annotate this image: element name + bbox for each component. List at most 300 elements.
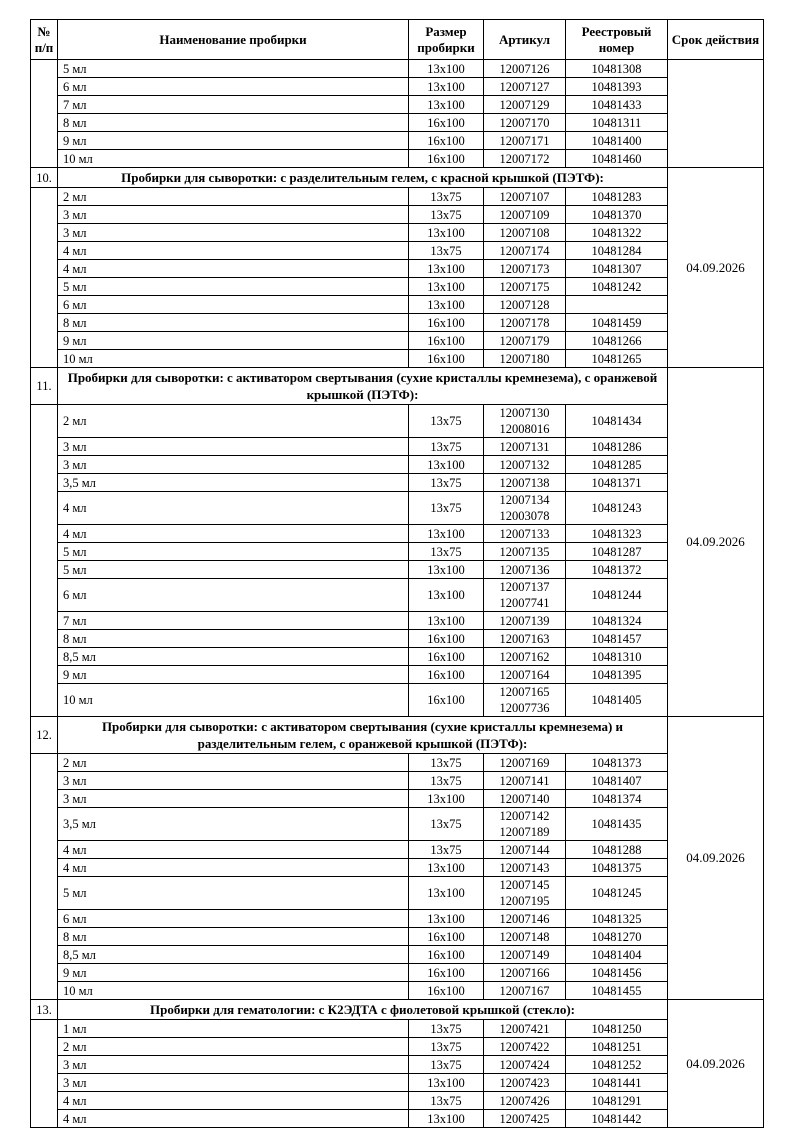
article-cell xyxy=(484,188,566,206)
tube-size-cell: 13x100 xyxy=(409,224,484,242)
article-number: 12007171 xyxy=(499,133,550,148)
article-cell xyxy=(484,772,566,790)
article-number: 12007174 xyxy=(499,243,550,258)
tube-row xyxy=(31,224,764,242)
validity-cell: 04.09.2026 xyxy=(668,168,764,368)
tube-name-cell: 10 мл xyxy=(58,982,409,1000)
row-number-cell xyxy=(31,188,58,368)
article-number: 12007143 xyxy=(499,860,550,875)
article-number: 12007134 xyxy=(499,493,550,507)
column-header-validity: Срок действия xyxy=(668,20,764,60)
tube-row xyxy=(31,859,764,877)
article-cell xyxy=(484,561,566,579)
tube-row xyxy=(31,188,764,206)
article-cell xyxy=(484,350,566,368)
article-cell xyxy=(484,96,566,114)
article-number: 12007421 xyxy=(499,1021,550,1036)
tube-name-cell: 1 мл xyxy=(58,1020,409,1038)
tube-row xyxy=(31,456,764,474)
row-number-cell xyxy=(31,754,58,1000)
tube-name-cell: 6 мл xyxy=(58,579,409,612)
tube-size-cell: 13x75 xyxy=(409,543,484,561)
reg-number-cell: 10481400 xyxy=(566,132,668,150)
article-number: 12007133 xyxy=(499,526,550,541)
tube-row xyxy=(31,982,764,1000)
article-number: 12008016 xyxy=(499,422,550,436)
tube-name-cell: 8,5 мл xyxy=(58,946,409,964)
article-cell xyxy=(484,114,566,132)
tube-name-cell: 5 мл xyxy=(58,877,409,910)
tube-row xyxy=(31,579,764,612)
article-number: 12007736 xyxy=(499,701,550,715)
tube-row xyxy=(31,114,764,132)
tube-row xyxy=(31,1056,764,1074)
article-cell xyxy=(484,132,566,150)
article-cell xyxy=(484,910,566,928)
reg-number-cell: 10481404 xyxy=(566,946,668,964)
article-cell xyxy=(484,946,566,964)
column-header-number: № п/п xyxy=(31,20,58,60)
article-number: 12007162 xyxy=(499,649,550,664)
validity-cell: 04.09.2026 xyxy=(668,368,764,717)
table-header-row xyxy=(31,20,764,60)
article-cell xyxy=(484,438,566,456)
reg-number-cell: 10481322 xyxy=(566,224,668,242)
article-cell xyxy=(484,278,566,296)
tube-name-cell: 4 мл xyxy=(58,859,409,877)
reg-number-cell: 10481266 xyxy=(566,332,668,350)
tube-name-cell: 4 мл xyxy=(58,525,409,543)
article-number: 12007424 xyxy=(499,1057,550,1072)
tube-name-cell: 3 мл xyxy=(58,224,409,242)
tube-row xyxy=(31,1110,764,1128)
tube-name-cell: 3,5 мл xyxy=(58,474,409,492)
tube-size-cell: 13x75 xyxy=(409,1038,484,1056)
tube-size-cell: 13x75 xyxy=(409,206,484,224)
article-cell xyxy=(484,612,566,630)
tube-row xyxy=(31,808,764,841)
reg-number-cell: 10481373 xyxy=(566,754,668,772)
tube-name-cell: 7 мл xyxy=(58,96,409,114)
section-number-cell: 10. xyxy=(31,168,58,188)
tube-row xyxy=(31,877,764,910)
tube-size-cell: 13x100 xyxy=(409,790,484,808)
column-header-name: Наименование пробирки xyxy=(58,20,409,60)
row-number-cell xyxy=(31,405,58,717)
validity-cell: 04.09.2026 xyxy=(668,1000,764,1128)
tube-name-cell: 4 мл xyxy=(58,841,409,859)
tube-size-cell: 16x100 xyxy=(409,132,484,150)
tube-name-cell: 10 мл xyxy=(58,684,409,717)
tube-size-cell: 16x100 xyxy=(409,964,484,982)
reg-number-cell: 10481457 xyxy=(566,630,668,648)
tube-name-cell: 9 мл xyxy=(58,332,409,350)
article-number: 12007148 xyxy=(499,929,550,944)
reg-number-cell: 10481252 xyxy=(566,1056,668,1074)
article-number: 12007126 xyxy=(499,61,550,76)
tube-name-cell: 7 мл xyxy=(58,612,409,630)
article-number: 12007172 xyxy=(499,151,550,166)
tube-name-cell: 10 мл xyxy=(58,150,409,168)
tube-size-cell: 13x75 xyxy=(409,188,484,206)
tube-name-cell: 9 мл xyxy=(58,964,409,982)
reg-number-cell: 10481370 xyxy=(566,206,668,224)
tube-name-cell: 4 мл xyxy=(58,1092,409,1110)
tube-size-cell: 13x75 xyxy=(409,492,484,525)
article-number: 12007140 xyxy=(499,791,550,806)
article-cell xyxy=(484,150,566,168)
article-cell xyxy=(484,543,566,561)
article-number: 12007108 xyxy=(499,225,550,240)
tube-row xyxy=(31,666,764,684)
tube-size-cell: 13x100 xyxy=(409,278,484,296)
article-number: 12007423 xyxy=(499,1075,550,1090)
tube-row xyxy=(31,964,764,982)
article-number: 12007129 xyxy=(499,97,550,112)
tube-size-cell: 13x75 xyxy=(409,772,484,790)
tube-size-cell: 13x100 xyxy=(409,260,484,278)
tube-size-cell: 16x100 xyxy=(409,648,484,666)
article-number: 12007741 xyxy=(499,596,550,610)
article-cell xyxy=(484,260,566,278)
reg-number-cell: 10481286 xyxy=(566,438,668,456)
reg-number-cell: 10481395 xyxy=(566,666,668,684)
reg-number-cell: 10481374 xyxy=(566,790,668,808)
article-cell xyxy=(484,841,566,859)
tube-size-cell: 13x100 xyxy=(409,1074,484,1092)
reg-number-cell: 10481325 xyxy=(566,910,668,928)
tube-size-cell: 13x75 xyxy=(409,242,484,260)
tube-name-cell: 9 мл xyxy=(58,132,409,150)
validity-cell: 04.09.2026 xyxy=(668,717,764,1000)
column-header-reg-number: Реестровый номер xyxy=(566,20,668,60)
tube-row xyxy=(31,525,764,543)
article-cell xyxy=(484,1074,566,1092)
reg-number-cell: 10481459 xyxy=(566,314,668,332)
tube-size-cell: 13x75 xyxy=(409,405,484,438)
article-cell xyxy=(484,456,566,474)
tube-size-cell: 13x75 xyxy=(409,754,484,772)
reg-number-cell: 10481284 xyxy=(566,242,668,260)
article-number: 12007136 xyxy=(499,562,550,577)
article-number: 12007128 xyxy=(499,297,550,312)
article-number: 12007107 xyxy=(499,189,550,204)
tube-row xyxy=(31,150,764,168)
column-header-article: Артикул xyxy=(484,20,566,60)
tube-size-cell: 16x100 xyxy=(409,982,484,1000)
article-cell xyxy=(484,78,566,96)
article-number: 12007135 xyxy=(499,544,550,559)
tube-name-cell: 4 мл xyxy=(58,260,409,278)
article-cell xyxy=(484,1110,566,1128)
article-cell xyxy=(484,754,566,772)
article-cell xyxy=(484,579,566,612)
tube-name-cell: 5 мл xyxy=(58,561,409,579)
article-number: 12007165 xyxy=(499,685,550,699)
tube-name-cell: 4 мл xyxy=(58,242,409,260)
tube-size-cell: 13x100 xyxy=(409,525,484,543)
article-cell xyxy=(484,525,566,543)
tube-name-cell: 3 мл xyxy=(58,1074,409,1092)
article-cell xyxy=(484,964,566,982)
reg-number-cell: 10481243 xyxy=(566,492,668,525)
reg-number-cell: 10481323 xyxy=(566,525,668,543)
section-header-row xyxy=(31,717,764,754)
section-title-cell: Пробирки для сыворотки: с активатором свертывания (сухие кристаллы кремнезема) и разделительным гелем, с оранжевой крышкой (ПЭТФ): xyxy=(58,717,668,754)
tube-size-cell: 13x100 xyxy=(409,60,484,78)
article-cell xyxy=(484,630,566,648)
tube-name-cell: 5 мл xyxy=(58,60,409,78)
article-cell xyxy=(484,224,566,242)
article-cell xyxy=(484,684,566,717)
article-number: 12007131 xyxy=(499,439,550,454)
reg-number-cell: 10481307 xyxy=(566,260,668,278)
validity-cell xyxy=(668,60,764,168)
article-number: 12007189 xyxy=(499,825,550,839)
article-number: 12007178 xyxy=(499,315,550,330)
article-number: 12007149 xyxy=(499,947,550,962)
section-number-cell: 12. xyxy=(31,717,58,754)
column-header-size: Размер пробирки xyxy=(409,20,484,60)
tube-name-cell: 3,5 мл xyxy=(58,808,409,841)
article-number: 12007127 xyxy=(499,79,550,94)
article-cell xyxy=(484,492,566,525)
article-cell xyxy=(484,790,566,808)
reg-number-cell: 10481435 xyxy=(566,808,668,841)
article-cell xyxy=(484,60,566,78)
tube-row xyxy=(31,332,764,350)
article-number: 12007137 xyxy=(499,580,550,594)
tube-name-cell: 8 мл xyxy=(58,928,409,946)
article-cell xyxy=(484,1056,566,1074)
tube-row xyxy=(31,612,764,630)
reg-number-cell: 10481288 xyxy=(566,841,668,859)
tube-size-cell: 13x100 xyxy=(409,1110,484,1128)
section-number-cell: 13. xyxy=(31,1000,58,1020)
tube-size-cell: 16x100 xyxy=(409,332,484,350)
tube-row xyxy=(31,1092,764,1110)
tube-name-cell: 5 мл xyxy=(58,278,409,296)
tube-row xyxy=(31,946,764,964)
reg-number-cell: 10481291 xyxy=(566,1092,668,1110)
section-number-cell: 11. xyxy=(31,368,58,405)
section-header-row xyxy=(31,368,764,405)
article-number: 12007166 xyxy=(499,965,550,980)
article-cell xyxy=(484,982,566,1000)
tube-name-cell: 3 мл xyxy=(58,206,409,224)
reg-number-cell: 10481310 xyxy=(566,648,668,666)
article-cell xyxy=(484,928,566,946)
tube-size-cell: 13x75 xyxy=(409,1020,484,1038)
tube-name-cell: 6 мл xyxy=(58,78,409,96)
reg-number-cell: 10481455 xyxy=(566,982,668,1000)
tube-size-cell: 13x100 xyxy=(409,78,484,96)
tube-row xyxy=(31,841,764,859)
tube-name-cell: 8 мл xyxy=(58,630,409,648)
reg-number-cell: 10481283 xyxy=(566,188,668,206)
article-cell xyxy=(484,1092,566,1110)
article-cell xyxy=(484,877,566,910)
reg-number-cell: 10481405 xyxy=(566,684,668,717)
article-cell xyxy=(484,1038,566,1056)
reg-number-cell: 10481242 xyxy=(566,278,668,296)
reg-number-cell: 10481245 xyxy=(566,877,668,910)
tube-name-cell: 3 мл xyxy=(58,790,409,808)
article-number: 12007167 xyxy=(499,983,550,998)
article-cell xyxy=(484,206,566,224)
article-number: 12007426 xyxy=(499,1093,550,1108)
tube-row xyxy=(31,296,764,314)
article-number: 12007145 xyxy=(499,878,550,892)
tube-name-cell: 4 мл xyxy=(58,1110,409,1128)
tube-name-cell: 8 мл xyxy=(58,314,409,332)
reg-number-cell: 10481442 xyxy=(566,1110,668,1128)
tube-size-cell: 13x100 xyxy=(409,910,484,928)
article-number: 12007141 xyxy=(499,773,550,788)
tube-row xyxy=(31,1038,764,1056)
tube-size-cell: 13x75 xyxy=(409,438,484,456)
article-cell xyxy=(484,296,566,314)
tube-size-cell: 16x100 xyxy=(409,630,484,648)
article-cell xyxy=(484,405,566,438)
tube-name-cell: 3 мл xyxy=(58,438,409,456)
reg-number-cell: 10481460 xyxy=(566,150,668,168)
tube-name-cell: 3 мл xyxy=(58,1056,409,1074)
article-cell xyxy=(484,332,566,350)
article-number: 12007130 xyxy=(499,406,550,420)
tube-row xyxy=(31,60,764,78)
article-number: 12007146 xyxy=(499,911,550,926)
tube-row xyxy=(31,278,764,296)
tube-size-cell: 13x100 xyxy=(409,96,484,114)
section-title-cell: Пробирки для гематологии: с К2ЭДТА с фиолетовой крышкой (стекло): xyxy=(58,1000,668,1020)
tube-size-cell: 13x100 xyxy=(409,859,484,877)
tube-row xyxy=(31,314,764,332)
tube-row xyxy=(31,405,764,438)
tube-name-cell: 3 мл xyxy=(58,456,409,474)
tube-name-cell: 2 мл xyxy=(58,1038,409,1056)
article-number: 12007109 xyxy=(499,207,550,222)
tube-size-cell: 13x100 xyxy=(409,612,484,630)
tube-row xyxy=(31,543,764,561)
reg-number-cell: 10481433 xyxy=(566,96,668,114)
article-cell xyxy=(484,242,566,260)
tube-size-cell: 13x75 xyxy=(409,474,484,492)
article-cell xyxy=(484,314,566,332)
section-header-row xyxy=(31,1000,764,1020)
tube-size-cell: 13x75 xyxy=(409,1092,484,1110)
reg-number-cell: 10481270 xyxy=(566,928,668,946)
tube-table-body xyxy=(31,60,764,1128)
reg-number-cell: 10481311 xyxy=(566,114,668,132)
article-cell xyxy=(484,666,566,684)
tube-size-cell: 16x100 xyxy=(409,928,484,946)
article-number: 12007425 xyxy=(499,1111,550,1126)
article-cell xyxy=(484,859,566,877)
tube-size-cell: 13x75 xyxy=(409,841,484,859)
tube-name-cell: 8 мл xyxy=(58,114,409,132)
article-number: 12007139 xyxy=(499,613,550,628)
tube-size-cell: 16x100 xyxy=(409,666,484,684)
reg-number-cell: 10481308 xyxy=(566,60,668,78)
section-header-row xyxy=(31,168,764,188)
reg-number-cell: 10481250 xyxy=(566,1020,668,1038)
tube-row xyxy=(31,790,764,808)
tube-row xyxy=(31,630,764,648)
article-cell xyxy=(484,808,566,841)
tube-size-cell: 16x100 xyxy=(409,150,484,168)
tube-row xyxy=(31,754,764,772)
reg-number-cell xyxy=(566,296,668,314)
reg-number-cell: 10481434 xyxy=(566,405,668,438)
tube-row xyxy=(31,648,764,666)
tube-size-cell: 13x75 xyxy=(409,1056,484,1074)
tube-row xyxy=(31,260,764,278)
article-number: 12007164 xyxy=(499,667,550,682)
reg-number-cell: 10481393 xyxy=(566,78,668,96)
tube-size-cell: 16x100 xyxy=(409,114,484,132)
article-number: 12007144 xyxy=(499,842,550,857)
tube-row xyxy=(31,96,764,114)
tube-size-cell: 16x100 xyxy=(409,314,484,332)
reg-number-cell: 10481324 xyxy=(566,612,668,630)
reg-number-cell: 10481287 xyxy=(566,543,668,561)
tube-name-cell: 8,5 мл xyxy=(58,648,409,666)
tube-row xyxy=(31,492,764,525)
reg-number-cell: 10481456 xyxy=(566,964,668,982)
article-cell xyxy=(484,648,566,666)
tube-row xyxy=(31,561,764,579)
tube-registry-table xyxy=(30,19,764,1128)
article-number: 12007170 xyxy=(499,115,550,130)
article-number: 12007180 xyxy=(499,351,550,366)
tube-row xyxy=(31,474,764,492)
tube-name-cell: 6 мл xyxy=(58,910,409,928)
tube-size-cell: 13x100 xyxy=(409,561,484,579)
tube-size-cell: 16x100 xyxy=(409,684,484,717)
article-number: 12007422 xyxy=(499,1039,550,1054)
article-number: 12003078 xyxy=(499,509,550,523)
reg-number-cell: 10481407 xyxy=(566,772,668,790)
article-number: 12007195 xyxy=(499,894,550,908)
reg-number-cell: 10481375 xyxy=(566,859,668,877)
tube-row xyxy=(31,1020,764,1038)
article-cell xyxy=(484,474,566,492)
row-number-cell xyxy=(31,60,58,168)
tube-name-cell: 9 мл xyxy=(58,666,409,684)
reg-number-cell: 10481251 xyxy=(566,1038,668,1056)
reg-number-cell: 10481285 xyxy=(566,456,668,474)
reg-number-cell: 10481372 xyxy=(566,561,668,579)
tube-row xyxy=(31,206,764,224)
row-number-cell xyxy=(31,1020,58,1128)
tube-row xyxy=(31,1074,764,1092)
tube-name-cell: 2 мл xyxy=(58,405,409,438)
tube-size-cell: 13x100 xyxy=(409,296,484,314)
reg-number-cell: 10481441 xyxy=(566,1074,668,1092)
tube-size-cell: 16x100 xyxy=(409,350,484,368)
tube-row xyxy=(31,928,764,946)
article-number: 12007169 xyxy=(499,755,550,770)
tube-name-cell: 2 мл xyxy=(58,754,409,772)
tube-name-cell: 3 мл xyxy=(58,772,409,790)
article-cell xyxy=(484,1020,566,1038)
reg-number-cell: 10481265 xyxy=(566,350,668,368)
tube-size-cell: 13x75 xyxy=(409,808,484,841)
tube-row xyxy=(31,684,764,717)
tube-row xyxy=(31,78,764,96)
tube-row xyxy=(31,350,764,368)
